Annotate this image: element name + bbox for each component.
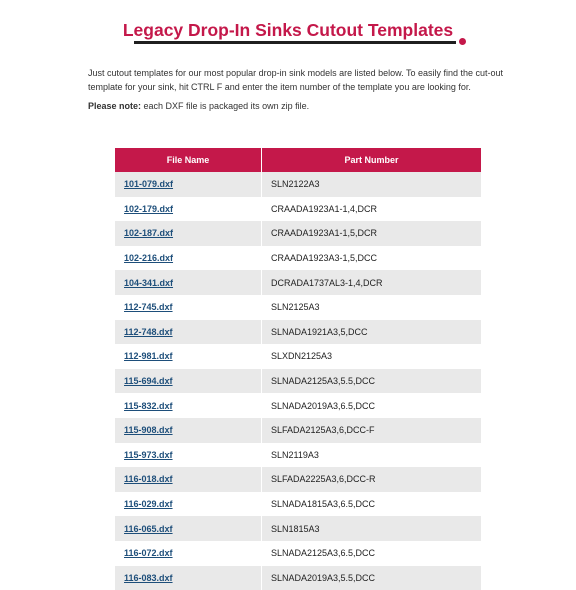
table-body [115, 172, 481, 590]
part-number-cell: SLNADA2019A3,6.5,DCC [262, 393, 482, 418]
table-row [115, 221, 481, 246]
file-link[interactable]: 116-018.dxf [124, 474, 173, 484]
file-link[interactable]: 115-694.dxf [124, 376, 173, 386]
file-cell [115, 418, 262, 443]
file-cell [115, 344, 262, 369]
file-link[interactable]: 101-079.dxf [124, 179, 173, 189]
file-link[interactable]: 102-179.dxf [124, 204, 173, 214]
file-cell [115, 246, 262, 271]
header-part-number: Part Number [262, 148, 482, 172]
part-number-cell: DCRADA1737AL3-1,4,DCR [262, 270, 482, 295]
file-cell [115, 270, 262, 295]
table-row [115, 344, 481, 369]
file-cell [115, 467, 262, 492]
table-row [115, 467, 481, 492]
part-number-cell: SLN2122A3 [262, 172, 482, 197]
file-cell [115, 369, 262, 394]
file-link[interactable]: 112-981.dxf [124, 351, 173, 361]
file-cell [115, 221, 262, 246]
title-accent-dot [459, 38, 466, 45]
part-number-cell: SLN2125A3 [262, 295, 482, 320]
file-cell [115, 516, 262, 541]
file-cell [115, 541, 262, 566]
table-row [115, 443, 481, 468]
table-row [115, 541, 481, 566]
part-number-cell: SLFADA2125A3,6,DCC-F [262, 418, 482, 443]
part-number-cell: CRAADA1923A3-1,5,DCC [262, 246, 482, 271]
table-row [115, 393, 481, 418]
file-link[interactable]: 115-832.dxf [124, 401, 173, 411]
part-number-cell: SLN2119A3 [262, 443, 482, 468]
file-cell [115, 566, 262, 590]
note-paragraph [88, 100, 513, 113]
file-link[interactable]: 102-187.dxf [124, 228, 173, 238]
table-row [115, 172, 481, 197]
table-row [115, 270, 481, 295]
file-link[interactable]: 116-083.dxf [124, 573, 173, 583]
title-underline [134, 41, 456, 44]
file-cell [115, 172, 262, 197]
part-number-cell: SLXDN2125A3 [262, 344, 482, 369]
file-link[interactable]: 116-072.dxf [124, 548, 173, 558]
file-link[interactable]: 115-908.dxf [124, 425, 173, 435]
table-row [115, 566, 481, 590]
file-link[interactable]: 116-065.dxf [124, 524, 173, 534]
file-cell [115, 320, 262, 345]
note-text: each DXF file is packaged its own zip file. [141, 101, 309, 111]
file-cell [115, 492, 262, 517]
table-row [115, 246, 481, 271]
file-link[interactable]: 102-216.dxf [124, 253, 173, 263]
table-row [115, 492, 481, 517]
file-cell [115, 295, 262, 320]
table-row [115, 197, 481, 222]
table-row [115, 516, 481, 541]
part-number-cell: SLFADA2225A3,6,DCC-R [262, 467, 482, 492]
table-header-row [115, 148, 481, 172]
part-number-cell: SLNADA2125A3,5.5,DCC [262, 369, 482, 394]
part-number-cell: SLNADA1815A3,6.5,DCC [262, 492, 482, 517]
page-title: Legacy Drop-In Sinks Cutout Templates [0, 17, 576, 43]
file-link[interactable]: 104-341.dxf [124, 278, 173, 288]
file-cell [115, 197, 262, 222]
intro-paragraph: Just cutout templates for our most popular drop-in sink models are listed below. To easily find the cut-out template for your sink, hit CTRL F and enter the item number of the template you are looking for. [88, 67, 513, 94]
part-number-cell: SLNADA1921A3,5,DCC [262, 320, 482, 345]
part-number-cell: SLNADA2125A3,6.5,DCC [262, 541, 482, 566]
table-row [115, 369, 481, 394]
file-link[interactable]: 112-745.dxf [124, 302, 173, 312]
file-link[interactable]: 115-973.dxf [124, 450, 173, 460]
part-number-cell: SLNADA2019A3,5.5,DCC [262, 566, 482, 590]
part-number-cell: SLN1815A3 [262, 516, 482, 541]
file-cell [115, 443, 262, 468]
table-row [115, 320, 481, 345]
part-number-cell: CRAADA1923A1-1,5,DCR [262, 221, 482, 246]
table-row [115, 295, 481, 320]
templates-table [115, 148, 481, 590]
part-number-cell: CRAADA1923A1-1,4,DCR [262, 197, 482, 222]
file-link[interactable]: 112-748.dxf [124, 327, 173, 337]
file-link[interactable]: 116-029.dxf [124, 499, 173, 509]
note-label: Please note: [88, 101, 141, 111]
header-file-name: File Name [115, 148, 262, 172]
table-row [115, 418, 481, 443]
file-cell [115, 393, 262, 418]
